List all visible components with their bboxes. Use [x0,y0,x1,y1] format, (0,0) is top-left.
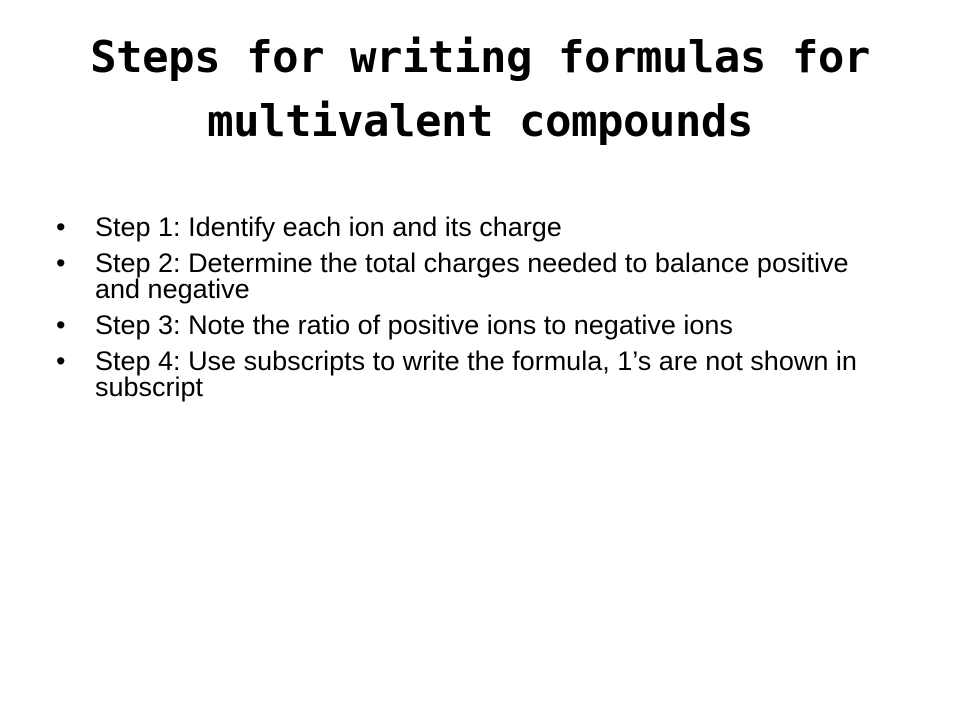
bullet-item-step-4 [56,348,896,400]
slide-title-line-1: Steps for writing formulas for [90,32,870,83]
bullet-text: Step 4: Use subscripts to write the formula, 1’s are not shown in subscript [95,346,857,402]
bullet-list [56,214,896,410]
bullet-icon: • [56,346,66,376]
slide-title-line-2: multivalent compounds [207,96,753,147]
bullet-icon: • [56,310,66,340]
bullet-text: Step 2: Determine the total charges needed to balance positive and negative [95,248,849,304]
bullet-icon: • [56,248,66,278]
slide-title [40,26,920,154]
bullet-text: Step 1: Identify each ion and its charge [95,212,562,242]
bullet-icon: • [56,212,66,242]
bullet-item-step-1 [56,214,896,240]
bullet-text: Step 3: Note the ratio of positive ions to negative ions [95,310,733,340]
bullet-item-step-3 [56,312,896,338]
bullet-item-step-2 [56,250,896,302]
